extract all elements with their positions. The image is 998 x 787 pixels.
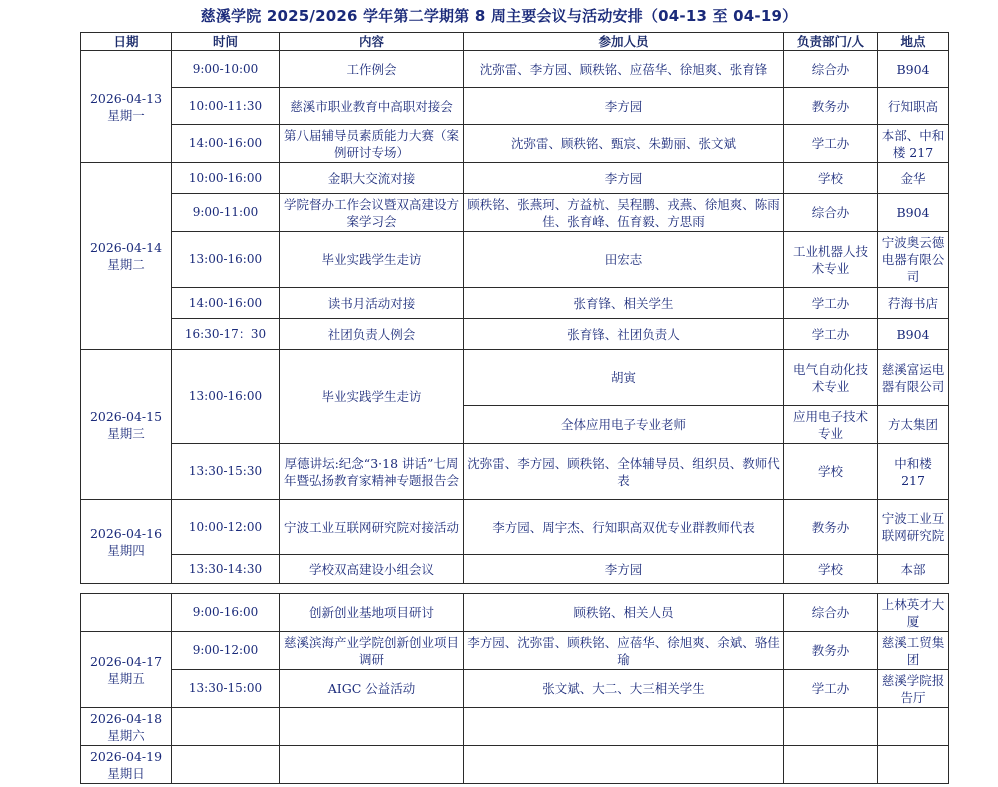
date-cell [81, 708, 172, 746]
date-text: 2026-04-18 [89, 710, 163, 726]
dept-cell: 教务办 [784, 88, 878, 125]
table-row [81, 708, 949, 746]
table-row [81, 555, 949, 584]
location-cell: 金华 [878, 163, 949, 194]
table-row [81, 594, 949, 632]
date-text: 2026-04-17 [89, 653, 163, 669]
content-cell [280, 746, 464, 784]
table-row [81, 232, 949, 288]
content-cell: 读书月活动对接 [280, 288, 464, 319]
participants-cell: 胡寅 [464, 350, 784, 406]
content-cell: 厚德讲坛:纪念“3·18 讲话”七周年暨弘扬教育家精神专题报告会 [280, 444, 464, 500]
participants-cell: 全体应用电子专业老师 [464, 406, 784, 444]
participants-cell: 田宏志 [464, 232, 784, 288]
location-cell: 慈溪富运电器有限公司 [878, 350, 949, 406]
content-cell: 慈溪滨海产业学院创新创业项目调研 [280, 632, 464, 670]
schedule-table [80, 32, 949, 584]
date-cell [81, 746, 172, 784]
participants-cell: 顾秩铭、相关人员 [464, 594, 784, 632]
date-cell [81, 500, 172, 584]
location-cell: 本部、中和楼 217 [878, 125, 949, 163]
location-cell: 行知职高 [878, 88, 949, 125]
time-cell: 13:30-14:30 [172, 555, 280, 584]
participants-cell: 张文斌、大二、大三相关学生 [464, 670, 784, 708]
location-cell [878, 746, 949, 784]
participants-cell: 李方园 [464, 555, 784, 584]
table-row [81, 444, 949, 500]
date-cell [81, 594, 172, 632]
dept-cell: 学校 [784, 163, 878, 194]
dept-cell: 综合办 [784, 194, 878, 232]
content-cell [280, 708, 464, 746]
time-cell: 13:30-15:00 [172, 670, 280, 708]
time-cell: 13:00-16:00 [172, 232, 280, 288]
participants-cell: 沈弥雷、李方园、顾秩铭、应蓓华、徐旭爽、张育锋 [464, 51, 784, 88]
location-cell: 荇海书店 [878, 288, 949, 319]
location-cell: B904 [878, 194, 949, 232]
dept-cell [784, 708, 878, 746]
table-row [81, 350, 949, 406]
header-location: 地点 [878, 33, 949, 51]
table-row [81, 51, 949, 88]
table-row [81, 288, 949, 319]
time-cell: 10:00-12:00 [172, 500, 280, 555]
schedule-table-continued [80, 593, 949, 784]
time-cell [172, 746, 280, 784]
date-text: 2026-04-15 [89, 408, 163, 424]
time-cell: 9:00-16:00 [172, 594, 280, 632]
content-cell: 第八届辅导员素质能力大赛（案例研讨专场） [280, 125, 464, 163]
table-row [81, 88, 949, 125]
date-cell [81, 51, 172, 163]
table-row [81, 319, 949, 350]
dept-cell: 应用电子技术专业 [784, 406, 878, 444]
weekday-text: 星期二 [107, 257, 145, 272]
dept-cell: 学校 [784, 444, 878, 500]
content-cell: 创新创业基地项目研讨 [280, 594, 464, 632]
time-cell: 10:00-16:00 [172, 163, 280, 194]
header-time: 时间 [172, 33, 280, 51]
dept-cell: 综合办 [784, 51, 878, 88]
header-participants: 参加人员 [464, 33, 784, 51]
page-title: 慈溪学院 2025/2026 学年第二学期第 8 周主要会议与活动安排（04-13 至 04-19） [200, 7, 798, 25]
participants-cell: 李方园 [464, 163, 784, 194]
time-cell: 9:00-12:00 [172, 632, 280, 670]
time-cell: 9:00-11:00 [172, 194, 280, 232]
content-cell: 工作例会 [280, 51, 464, 88]
location-cell: 方太集团 [878, 406, 949, 444]
dept-cell: 学工办 [784, 319, 878, 350]
location-cell: 慈溪工贸集团 [878, 632, 949, 670]
location-cell: 上林英才大厦 [878, 594, 949, 632]
time-cell: 9:00-10:00 [172, 51, 280, 88]
dept-cell: 学工办 [784, 670, 878, 708]
table-row [81, 194, 949, 232]
dept-cell: 学工办 [784, 125, 878, 163]
dept-cell: 电气自动化技术专业 [784, 350, 878, 406]
dept-cell: 综合办 [784, 594, 878, 632]
time-cell: 16:30-17：30 [172, 319, 280, 350]
time-cell: 13:30-15:30 [172, 444, 280, 500]
location-cell [878, 708, 949, 746]
participants-cell: 张育锋、社团负责人 [464, 319, 784, 350]
content-cell: 毕业实践学生走访 [280, 232, 464, 288]
table-row [81, 746, 949, 784]
location-cell: 中和楼 217 [878, 444, 949, 500]
time-cell [172, 708, 280, 746]
time-cell: 13:00-16:00 [172, 350, 280, 444]
participants-cell: 李方园、沈弥雷、顾秩铭、应蓓华、徐旭爽、余斌、骆佳瑜 [464, 632, 784, 670]
content-cell: 社团负责人例会 [280, 319, 464, 350]
weekday-text: 星期一 [107, 107, 145, 123]
participants-cell: 沈弥雷、顾秩铭、甄宸、朱勤丽、张文斌 [464, 125, 784, 163]
table-row [81, 632, 949, 670]
content-cell: 金职大交流对接 [280, 163, 464, 194]
table-row [81, 500, 949, 555]
content-cell: 毕业实践学生走访 [280, 350, 464, 444]
participants-cell: 李方园、周宇杰、行知职高双优专业群教师代表 [464, 500, 784, 555]
participants-cell: 张育锋、相关学生 [464, 288, 784, 319]
participants-cell: 李方园 [464, 88, 784, 125]
header-date: 日期 [81, 33, 172, 51]
table-header-row [81, 33, 949, 51]
date-text: 2026-04-13 [89, 90, 163, 106]
location-cell: 本部 [878, 555, 949, 584]
weekday-text: 星期日 [107, 765, 145, 781]
header-content: 内容 [280, 33, 464, 51]
time-cell: 14:00-16:00 [172, 125, 280, 163]
time-cell: 10:00-11:30 [172, 88, 280, 125]
weekday-text: 星期五 [107, 670, 145, 686]
participants-cell: 顾秩铭、张燕珂、方益杭、吴程鹏、戎燕、徐旭爽、陈雨佳、张育峰、伍育毅、方思雨 [464, 194, 784, 232]
header-dept: 负责部门/人 [784, 33, 878, 51]
table-row [81, 125, 949, 163]
date-text: 2026-04-19 [89, 748, 163, 764]
weekday-text: 星期六 [107, 727, 145, 743]
date-text: 2026-04-14 [89, 240, 163, 255]
content-cell: 学校双高建设小组会议 [280, 555, 464, 584]
table-row [81, 163, 949, 194]
weekday-text: 星期四 [107, 542, 145, 558]
participants-cell [464, 708, 784, 746]
dept-cell: 工业机器人技术专业 [784, 232, 878, 288]
content-cell: 学院督办工作会议暨双高建设方案学习会 [280, 194, 464, 232]
participants-cell: 沈弥雷、李方园、顾秩铭、全体辅导员、组织员、教师代表 [464, 444, 784, 500]
location-cell: 慈溪学院报告厅 [878, 670, 949, 708]
location-cell: B904 [878, 51, 949, 88]
content-cell: 宁波工业互联网研究院对接活动 [280, 500, 464, 555]
date-cell [81, 632, 172, 708]
dept-cell: 教务办 [784, 632, 878, 670]
content-cell: 慈溪市职业教育中高职对接会 [280, 88, 464, 125]
date-text: 2026-04-16 [89, 525, 163, 541]
dept-cell: 学工办 [784, 288, 878, 319]
date-cell [81, 163, 172, 350]
participants-cell [464, 746, 784, 784]
table-row [81, 670, 949, 708]
dept-cell [784, 746, 878, 784]
dept-cell: 学校 [784, 555, 878, 584]
location-cell: 宁波工业互联网研究院 [878, 500, 949, 555]
weekday-text: 星期三 [107, 425, 145, 441]
dept-cell: 教务办 [784, 500, 878, 555]
content-cell: AIGC 公益活动 [280, 670, 464, 708]
location-cell: B904 [878, 319, 949, 350]
location-cell: 宁波奥云德电器有限公司 [878, 232, 949, 288]
date-cell [81, 350, 172, 500]
time-cell: 14:00-16:00 [172, 288, 280, 319]
